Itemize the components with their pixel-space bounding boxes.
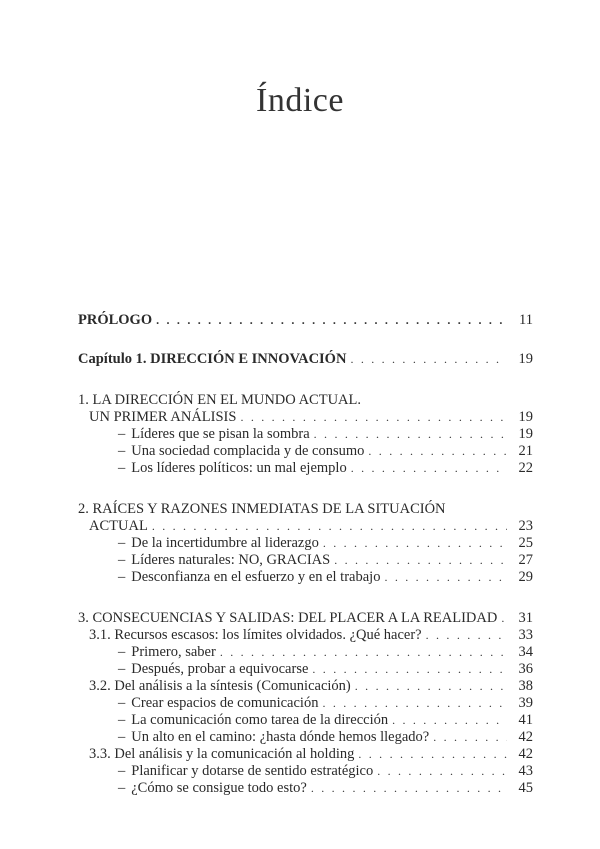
toc-subentry: [78, 426, 533, 443]
toc-entry-text: ¿Cómo se consigue todo esto?: [131, 780, 307, 796]
toc-page-number: 43: [518, 763, 533, 779]
dash-marker: –: [118, 763, 126, 779]
toc-subentry: [78, 661, 533, 678]
toc-subentry: [78, 569, 533, 586]
toc-entry-text: Los líderes políticos: un mal ejemplo: [131, 460, 347, 476]
toc-page-number: 31: [518, 610, 533, 626]
dash-marker: –: [118, 695, 126, 711]
leader-dots: [351, 460, 507, 477]
dash-marker: –: [118, 460, 126, 476]
table-of-contents: [78, 312, 533, 797]
leader-dots: [392, 712, 507, 729]
toc-entry-text: Planificar y dotarse de sentido estratégico: [131, 763, 374, 779]
toc-entry-text: 3.3. Del análisis y la comunicación al holding: [89, 746, 355, 762]
toc-page-number: 22: [518, 460, 533, 476]
dash-marker: –: [118, 644, 126, 660]
leader-dots: [384, 569, 507, 586]
toc-page-number: 11: [519, 312, 533, 328]
toc-subentry: [78, 712, 533, 729]
toc-section-heading: 1. LA DIRECCIÓN EN EL MUNDO ACTUAL.: [78, 392, 362, 408]
toc-page-number: 39: [518, 695, 533, 711]
dash-marker: –: [118, 661, 126, 677]
toc-entry-text: Desconfianza en el esfuerzo y en el trabajo: [131, 569, 381, 585]
toc-entry-text: 3.2. Del análisis a la síntesis (Comunicación): [89, 678, 351, 694]
toc-page-number: 29: [518, 569, 533, 585]
dash-marker: –: [118, 780, 126, 796]
toc-section-heading: 2. RAÍCES Y RAZONES INMEDIATAS DE LA SITUACIÓN: [78, 501, 446, 517]
toc-page-number: 33: [518, 627, 533, 643]
toc-subsection: [78, 746, 533, 763]
toc-entry-text: Después, probar a equivocarse: [131, 661, 309, 677]
toc-page-number: 27: [518, 552, 533, 568]
toc-page-number: 34: [518, 644, 533, 660]
toc-page-number: 41: [518, 712, 533, 728]
toc-entry-text: Capítulo 1. DIRECCIÓN E INNOVACIÓN: [78, 351, 347, 367]
toc-entry-text: Líderes que se pisan la sombra: [131, 426, 310, 442]
leader-dots: [240, 409, 507, 426]
toc-page-number: 45: [518, 780, 533, 796]
dash-marker: –: [118, 712, 126, 728]
toc-page-number: 21: [518, 443, 533, 459]
toc-page-number: 36: [518, 661, 533, 677]
leader-dots: [152, 518, 507, 535]
leader-dots: [334, 552, 507, 569]
toc-subentry: [78, 729, 533, 746]
toc-entry-s3: [78, 610, 533, 627]
toc-page-number: 23: [518, 518, 533, 534]
toc-page-number: 42: [518, 746, 533, 762]
toc-entry-text: Crear espacios de comunicación: [131, 695, 319, 711]
leader-dots: [355, 678, 507, 695]
leader-dots: [311, 780, 507, 797]
toc-page-number: 42: [518, 729, 533, 745]
leader-dots: [377, 763, 507, 780]
dash-marker: –: [118, 426, 126, 442]
dash-marker: –: [118, 569, 126, 585]
toc-entry-text: Un alto en el camino: ¿hasta dónde hemos llegado?: [131, 729, 430, 745]
toc-subsection: [78, 678, 533, 695]
toc-entry-text: Líderes naturales: NO, GRACIAS: [131, 552, 331, 568]
toc-subentry: [78, 535, 533, 552]
leader-dots: [368, 443, 507, 460]
toc-entry-prologo: [78, 312, 533, 329]
dash-marker: –: [118, 729, 126, 745]
dash-marker: –: [118, 443, 126, 459]
leader-dots: [433, 729, 507, 746]
toc-entry-s1: [78, 409, 533, 426]
toc-page-number: 25: [518, 535, 533, 551]
toc-entry-text: 3.1. Recursos escasos: los límites olvidados. ¿Qué hacer?: [89, 627, 422, 643]
page-title: Índice: [256, 82, 344, 119]
toc-subentry: [78, 695, 533, 712]
toc-entry-text: UN PRIMER ANÁLISIS: [89, 409, 237, 425]
leader-dots: [322, 695, 507, 712]
toc-subentry: [78, 780, 533, 797]
leader-dots: [312, 661, 507, 678]
toc-page-number: 19: [518, 351, 533, 367]
toc-entry-s2: [78, 518, 533, 535]
toc-entry-text: Primero, saber: [131, 644, 216, 660]
toc-subentry: [78, 763, 533, 780]
toc-subentry: [78, 460, 533, 477]
leader-dots: [323, 535, 507, 552]
toc-entry-text: La comunicación como tarea de la dirección: [131, 712, 389, 728]
toc-entry-text: ACTUAL: [89, 518, 148, 534]
leader-dots: [220, 644, 507, 661]
toc-entry-text: PRÓLOGO: [78, 312, 153, 328]
toc-entry-text: Una sociedad complacida y de consumo: [131, 443, 365, 459]
toc-subsection: [78, 627, 533, 644]
leader-dots: [350, 351, 507, 368]
leader-dots: [314, 426, 507, 443]
leader-dots: [426, 627, 507, 644]
toc-entry-text: 3. CONSECUENCIAS Y SALIDAS: DEL PLACER A LA REALIDAD: [78, 610, 498, 626]
toc-entry-capitulo: [78, 351, 533, 368]
toc-page-number: 19: [518, 426, 533, 442]
leader-dots: [501, 610, 507, 627]
leader-dots: [156, 312, 507, 329]
dash-marker: –: [118, 535, 126, 551]
leader-dots: [358, 746, 507, 763]
toc-page-number: 19: [518, 409, 533, 425]
toc-subentry: [78, 552, 533, 569]
toc-page-number: 38: [518, 678, 533, 694]
toc-subentry: [78, 443, 533, 460]
dash-marker: –: [118, 552, 126, 568]
toc-subentry: [78, 644, 533, 661]
toc-entry-text: De la incertidumbre al liderazgo: [131, 535, 319, 551]
